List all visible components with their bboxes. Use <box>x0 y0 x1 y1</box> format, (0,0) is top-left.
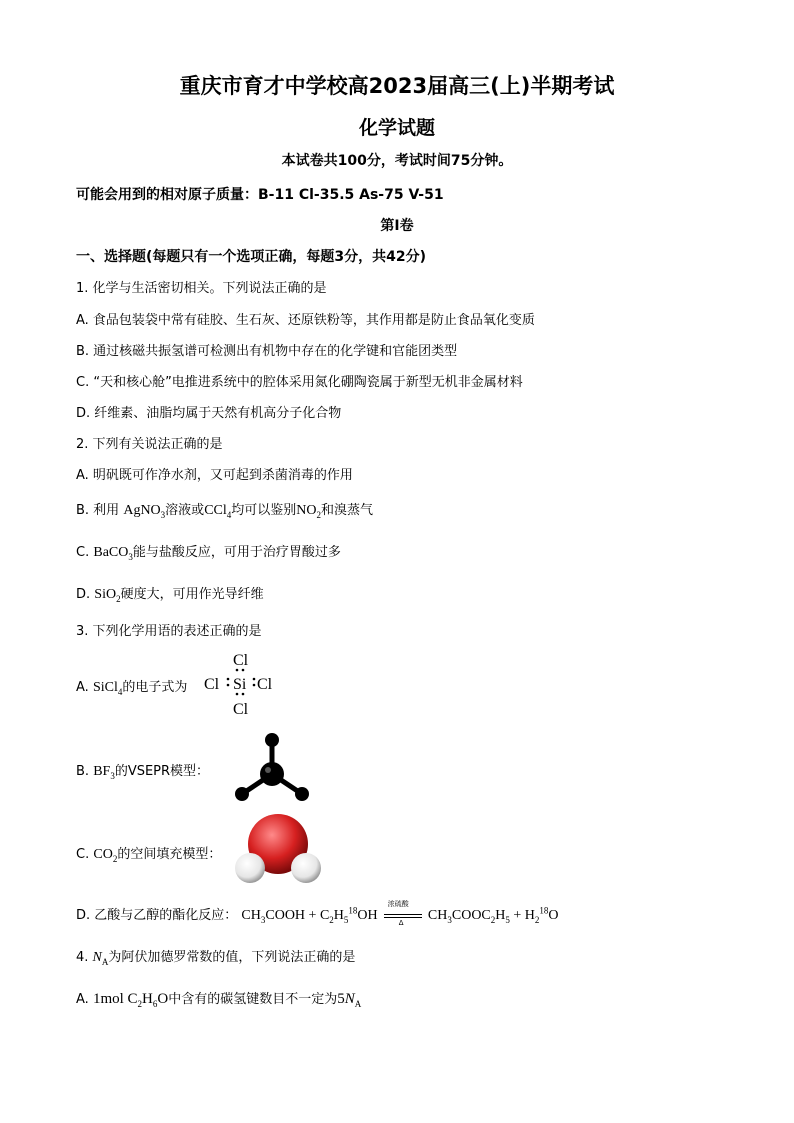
q3-option-d: D. 乙酸与乙醇的酯化反应： $CH_3COOH + C_2H_5^{18}OH$ 浓硫酸 Δ $CH_3COOC_2H_5 + H_2^{18}O$ <box>76 899 559 927</box>
q3-option-c: C. $CO_2$的空间填充模型： <box>76 847 222 864</box>
q2-option-a: A. 明矾既可作净水剂，又可起到杀菌消毒的作用 <box>76 468 353 483</box>
q2-option-b: B. 利用 AgNO$_3$溶液或CCl$_4$均可以鉴别$NO_2$和溴蒸气 <box>76 503 374 520</box>
q1-option-c: C. “天和核心舱”电推进系统中的腔体采用氮化硼陶瓷属于新型无机非金属材料 <box>76 375 523 390</box>
svg-text:Cl: Cl <box>233 701 249 718</box>
q1-option-b: B. 通过核磁共振氢谱可检测出有机物中存在的化学键和官能团类型 <box>76 344 458 359</box>
q1-option-d: D. 纤维素、油脂均属于天然有机高分子化合物 <box>76 406 342 421</box>
sicl4-electron-formula <box>200 648 280 720</box>
q4-stem: 4. $N_A$为阿伏加德罗常数的值，下列说法正确的是 <box>76 950 356 967</box>
volume-label: 第I卷 <box>380 218 414 234</box>
q1-option-a: A. 食品包装袋中常有硅胶、生石灰、还原铁粉等，其作用都是防止食品氧化变质 <box>76 313 535 328</box>
q3-option-a: A. SiCl$_4$的电子式为 <box>76 680 188 697</box>
q3-stem: 3. 下列化学用语的表述正确的是 <box>76 624 262 639</box>
subject-title: 化学试题 <box>358 117 435 139</box>
atomic-masses: 可能会用到的相对原子质量：B-11 Cl-35.5 As-75 V-51 <box>76 187 444 203</box>
svg-text:Cl: Cl <box>204 676 220 693</box>
bf3-vsepr-model <box>228 728 316 808</box>
svg-text:Si: Si <box>233 676 247 693</box>
q2-stem: 2. 下列有关说法正确的是 <box>76 437 223 452</box>
exam-title: 重庆市育才中学校高2023届高三(上)半期考试 <box>179 74 615 98</box>
section-heading: 一、选择题(每题只有一个选项正确，每题3分，共42分) <box>76 249 427 265</box>
svg-text:Cl: Cl <box>257 676 273 693</box>
co2-space-filling-model <box>232 812 324 886</box>
q2-option-c: C. BaCO$_3$能与盐酸反应，可用于治疗胃酸过多 <box>76 545 341 562</box>
svg-text:Cl: Cl <box>233 652 249 669</box>
exam-note: 本试卷共100分，考试时间75分钟。 <box>281 153 513 169</box>
q3-option-b: B. $BF_3$的VSEPR模型： <box>76 764 210 781</box>
q4-option-a: A. 1mol $C_2H_6O$中含有的碳氢键数目不一定为$5N_A$ <box>76 991 362 1009</box>
reversible-arrow: 浓硫酸 Δ <box>382 909 424 923</box>
q2-option-d: D. SiO$_2$硬度大，可用作光导纤维 <box>76 587 264 604</box>
q1-stem: 1. 化学与生活密切相关。下列说法正确的是 <box>76 281 327 296</box>
